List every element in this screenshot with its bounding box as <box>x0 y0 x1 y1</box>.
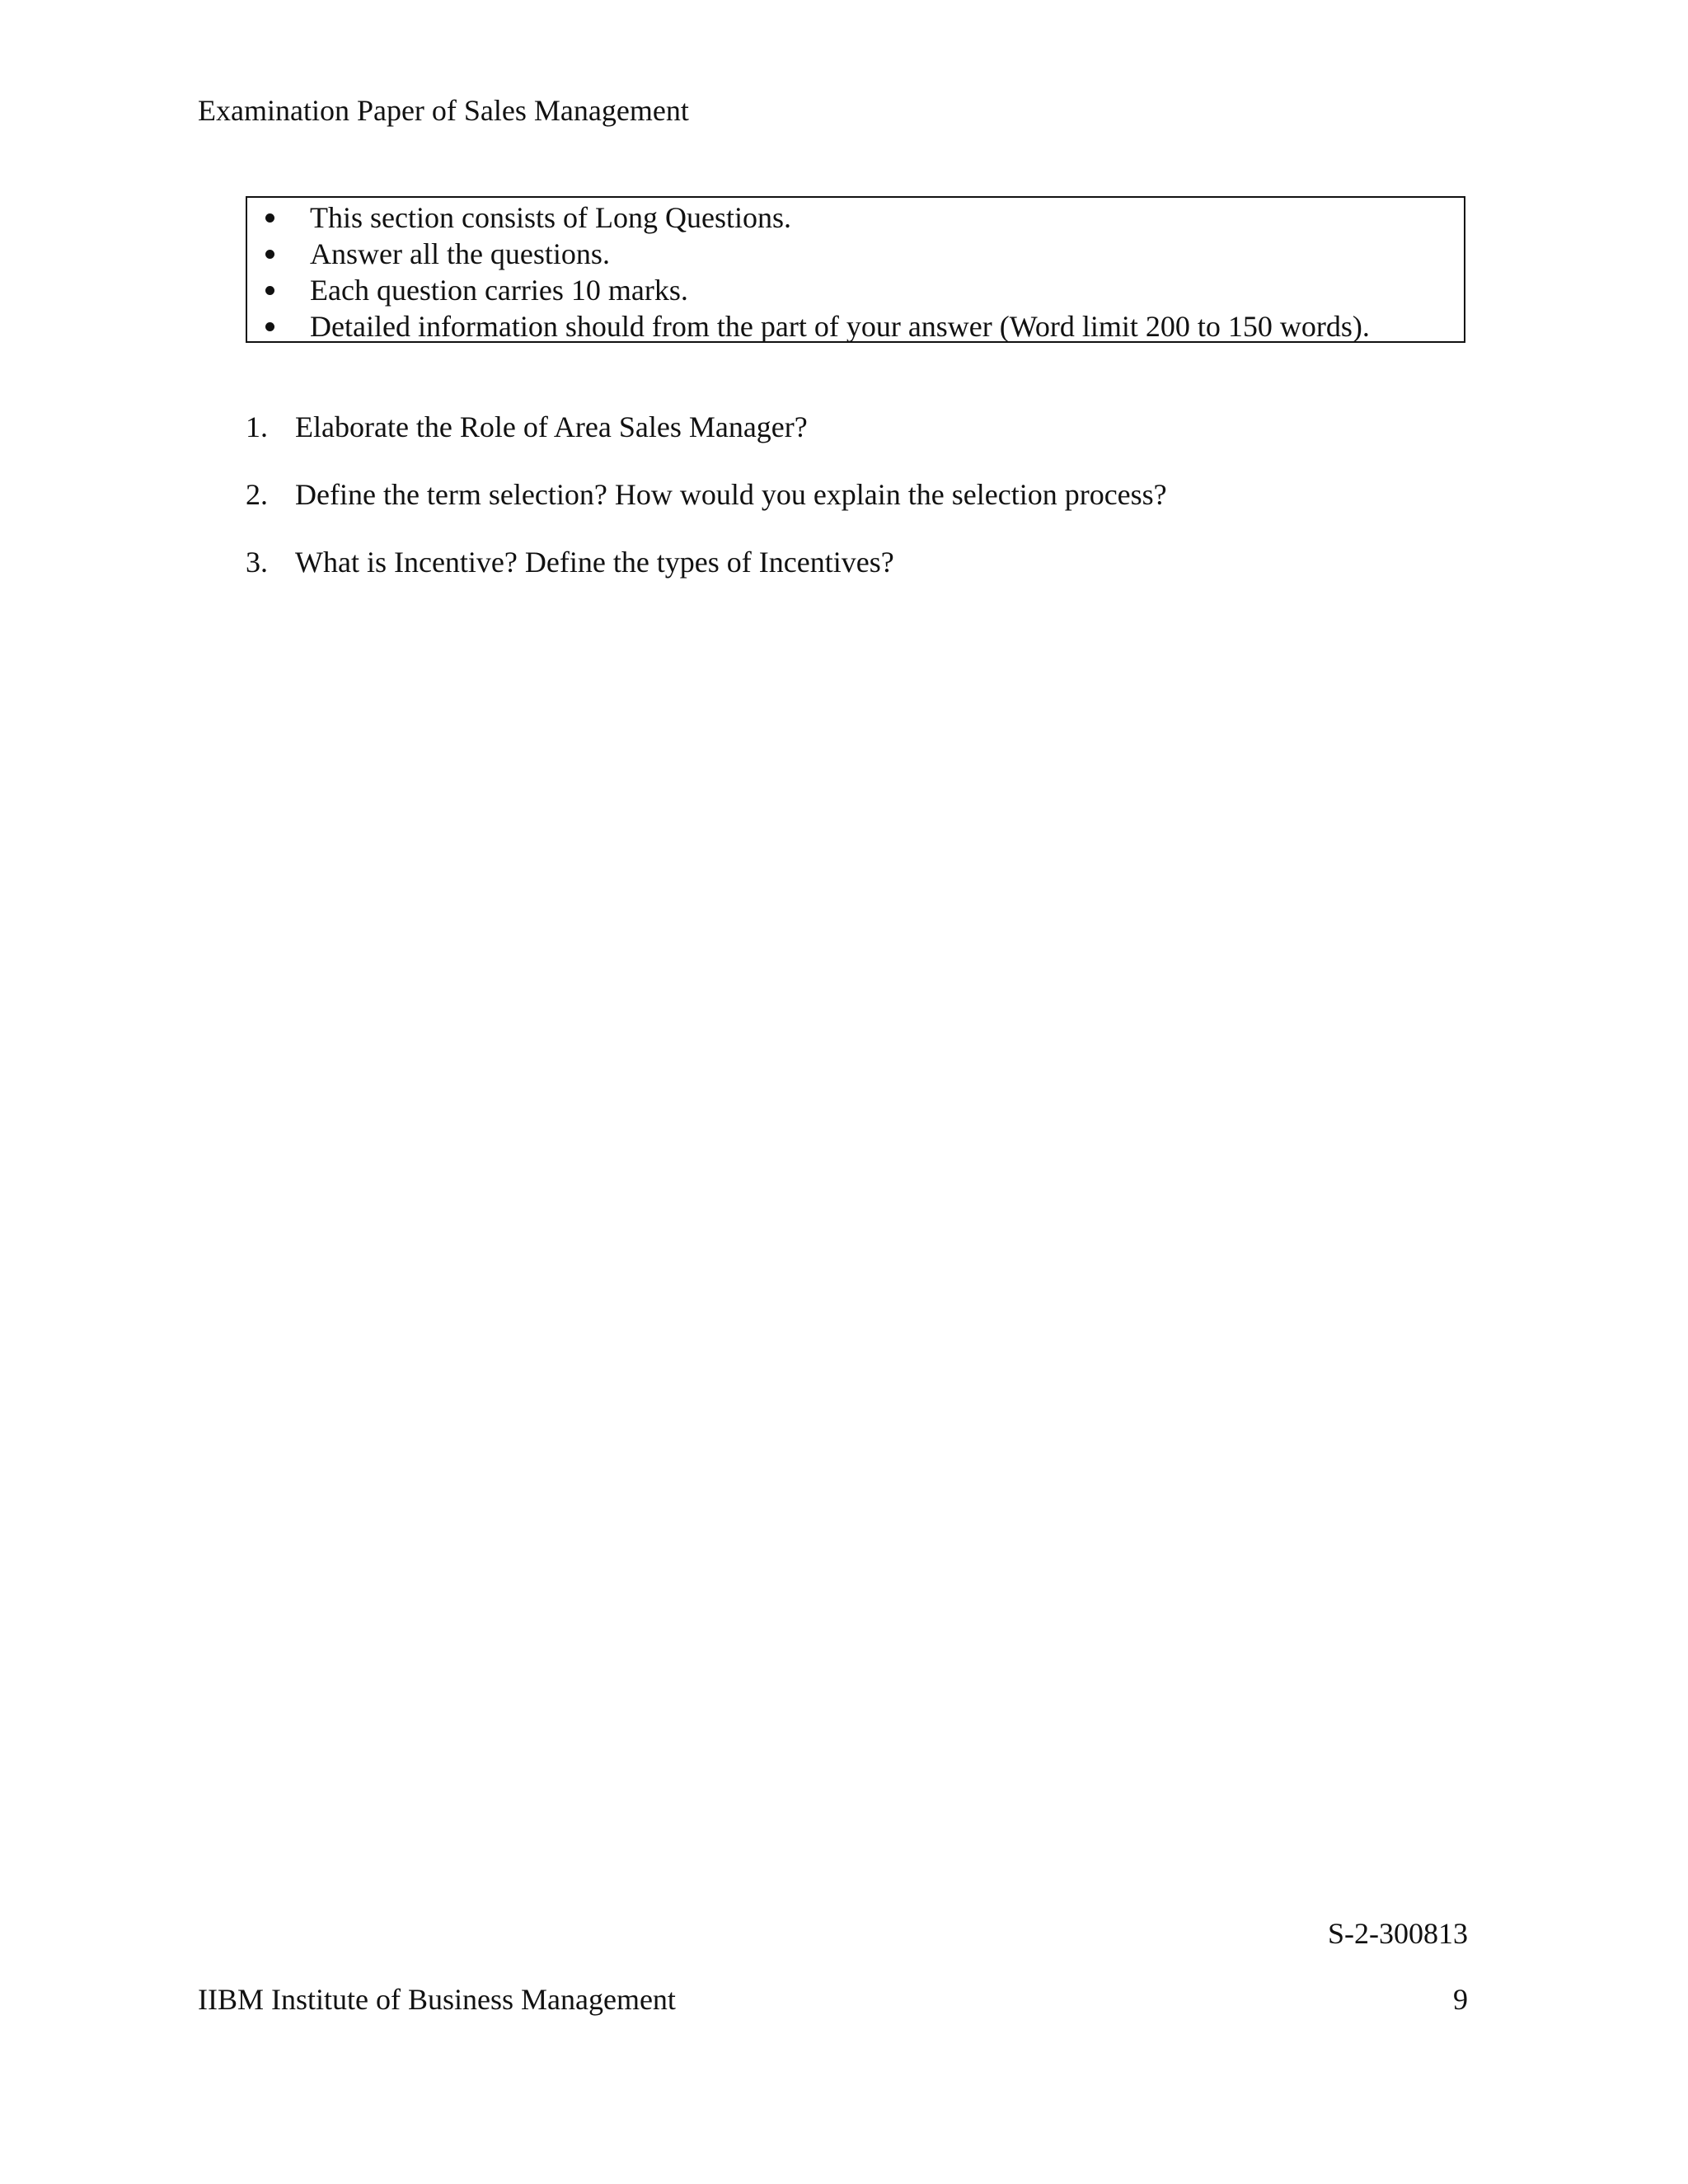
question-number: 1. <box>246 410 268 443</box>
instruction-text: Detailed information should from the part of your answer (Word limit 200 to 150 words). <box>310 310 1370 343</box>
instruction-text: This section consists of Long Questions. <box>310 201 791 234</box>
question-number: 3. <box>246 546 268 579</box>
question-text: What is Incentive? Define the types of Incentives? <box>295 546 894 579</box>
footer-institute: IIBM Institute of Business Management <box>198 1983 676 2016</box>
bullet-icon <box>262 199 282 236</box>
question-text: Define the term selection? How would you explain the selection process? <box>295 478 1167 511</box>
question-number: 2. <box>246 478 268 511</box>
instruction-text: Answer all the questions. <box>310 237 610 270</box>
question-text: Elaborate the Role of Area Sales Manager? <box>295 410 808 443</box>
instruction-text: Each question carries 10 marks. <box>310 274 688 307</box>
page-header-title: Examination Paper of Sales Management <box>198 94 689 127</box>
bullet-icon <box>262 272 282 308</box>
bullet-icon <box>262 236 282 272</box>
instructions-box <box>246 196 1465 343</box>
bullet-icon <box>262 308 282 344</box>
page-number: 9 <box>1453 1983 1468 2016</box>
paper-code: S-2-300813 <box>1328 1917 1468 1950</box>
